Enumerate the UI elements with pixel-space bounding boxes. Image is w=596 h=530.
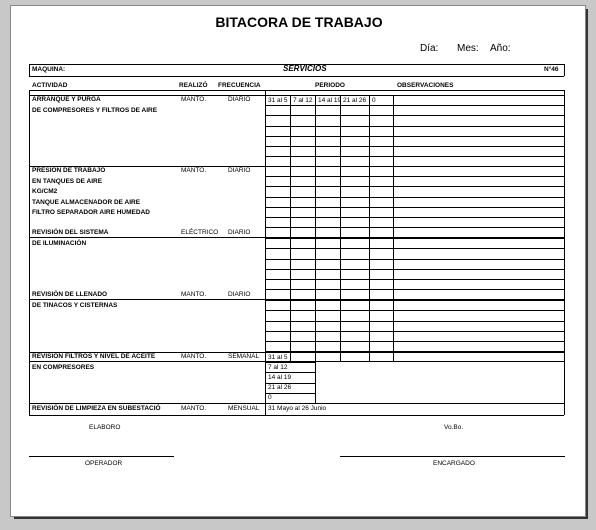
table-right-edge bbox=[564, 90, 565, 415]
period-row-line bbox=[265, 279, 564, 280]
operator-signature-line bbox=[29, 456, 174, 457]
period-row-line bbox=[265, 136, 564, 137]
period-header-0: 31 al 5 bbox=[268, 96, 288, 104]
period-row-line bbox=[265, 146, 564, 147]
performed-by-text: MANTO. bbox=[181, 353, 207, 360]
col-period: PERIODO bbox=[315, 82, 345, 89]
machine-label: MAQUINA: bbox=[32, 66, 66, 73]
period-row-line bbox=[265, 207, 564, 208]
period-row-line bbox=[265, 269, 564, 270]
col-observations: OBSERVACIONES bbox=[397, 82, 454, 89]
services-label: SERVICIOS bbox=[283, 64, 327, 73]
performed-by-text: MANTO. bbox=[181, 405, 207, 412]
period-row-line bbox=[265, 105, 564, 106]
manager-label: ENCARGADO bbox=[433, 460, 475, 467]
period-header-1: 7 al 12 bbox=[293, 96, 313, 104]
period-row-line bbox=[265, 259, 564, 260]
day-label: Día: bbox=[420, 43, 439, 54]
frequency-text: DIARIO bbox=[228, 229, 251, 236]
period-row-line bbox=[265, 321, 564, 322]
activity-text: REVISIÓN DE LLENADO bbox=[32, 291, 108, 298]
machine-row-bottom bbox=[29, 76, 564, 77]
monthly-section-top bbox=[29, 403, 564, 404]
period-row-line bbox=[265, 156, 564, 157]
period-row-line bbox=[265, 289, 564, 290]
frequency-text: DIARIO bbox=[228, 167, 251, 174]
log-sheet bbox=[10, 5, 586, 517]
period-row-line bbox=[265, 197, 564, 198]
activity-text: PRESIÓN DE TRABAJO bbox=[32, 167, 106, 174]
weekly-period-divider bbox=[315, 352, 316, 403]
performed-by-text: ELÉCTRICO bbox=[181, 229, 219, 236]
year-label: Año: bbox=[490, 43, 511, 54]
period-row-line bbox=[265, 300, 564, 301]
period-row-line bbox=[265, 227, 564, 228]
month-label: Mes: bbox=[457, 43, 479, 54]
activity-text: TANQUE ALMACENADOR DE AIRE bbox=[32, 198, 141, 206]
frequency-text: DIARIO bbox=[228, 96, 251, 103]
period-row-line bbox=[265, 176, 564, 177]
weekly-period-4: 0 bbox=[268, 394, 272, 402]
performed-by-text: MANTO. bbox=[181, 291, 207, 298]
period-row-line bbox=[265, 248, 564, 249]
machine-row-right bbox=[564, 64, 565, 76]
weekly-period-2: 14 al 19 bbox=[268, 373, 292, 381]
activity-text: REVISIÓN FILTROS Y NIVEL DE ACEITE bbox=[32, 353, 156, 360]
period-row-line bbox=[265, 115, 564, 116]
frequency-text: DIARIO bbox=[228, 291, 251, 298]
monthly-period: 31 Mayo al 26 Junio bbox=[268, 405, 327, 412]
activity-text: FILTRO SEPARADOR AIRE HUMEDAD bbox=[32, 209, 150, 216]
col-frequency: FRECUENCIA bbox=[218, 82, 261, 89]
period-row-line bbox=[265, 217, 564, 218]
activity-text: DE TINACOS Y CISTERNAS bbox=[32, 301, 118, 309]
activity-text: EN COMPRESORES bbox=[32, 363, 95, 371]
activity-text: EN TANQUES DE AIRE bbox=[32, 177, 103, 185]
frequency-text: SEMANAL bbox=[228, 353, 260, 360]
col-performed-by: REALIZÓ bbox=[179, 82, 208, 89]
activity-text: REVISIÓN DE LIMPIEZA EN SUBESTACIÓ bbox=[32, 405, 161, 412]
col-activity: ACTIVIDAD bbox=[32, 82, 68, 89]
period-row-line bbox=[265, 238, 564, 239]
performed-by-text: MANTO. bbox=[181, 167, 207, 174]
manager-signature-line bbox=[340, 456, 565, 457]
weekly-col-line bbox=[265, 352, 266, 403]
approval-label: Vo.Bo. bbox=[444, 424, 464, 431]
activity-text: ARRANQUE Y PURGA bbox=[32, 96, 101, 103]
activity-text: DE COMPRESORES Y FILTROS DE AIRE bbox=[32, 106, 158, 114]
operator-label: OPERADOR bbox=[85, 460, 123, 467]
machine-row-left bbox=[29, 64, 30, 76]
weekly-period-1: 7 al 12 bbox=[268, 363, 288, 371]
elaborated-label: ELABORO bbox=[89, 424, 121, 431]
weekly-row-line bbox=[265, 393, 315, 394]
section-bottom-line bbox=[29, 166, 564, 167]
frequency-text: MENSUAL bbox=[228, 405, 260, 412]
period-row-line bbox=[265, 310, 564, 311]
period-row-line bbox=[265, 186, 564, 187]
monthly-section-bottom bbox=[29, 415, 564, 416]
table-left-edge bbox=[29, 90, 30, 415]
header-row-bottom bbox=[29, 90, 564, 91]
activity-text: KG/CM2 bbox=[32, 188, 58, 195]
period-header-4: 0 bbox=[372, 96, 376, 104]
period-header-2: 14 al 19 bbox=[318, 96, 342, 104]
weekly-period-0: 31 al 5 bbox=[268, 353, 288, 361]
page-title: BITACORA DE TRABAJO bbox=[215, 14, 383, 30]
form-number: N°46 bbox=[544, 66, 559, 73]
period-row-line bbox=[265, 341, 564, 342]
period-row-line bbox=[265, 126, 564, 127]
weekly-period-3: 21 al 26 bbox=[268, 384, 292, 392]
period-header-3: 21 al 26 bbox=[343, 96, 367, 104]
activity-text: DE ILUMINACIÓN bbox=[32, 239, 87, 247]
performed-by-text: MANTO. bbox=[181, 96, 207, 103]
activity-text: REVISIÓN DEL SISTEMA bbox=[32, 229, 109, 236]
period-row-line bbox=[265, 331, 564, 332]
